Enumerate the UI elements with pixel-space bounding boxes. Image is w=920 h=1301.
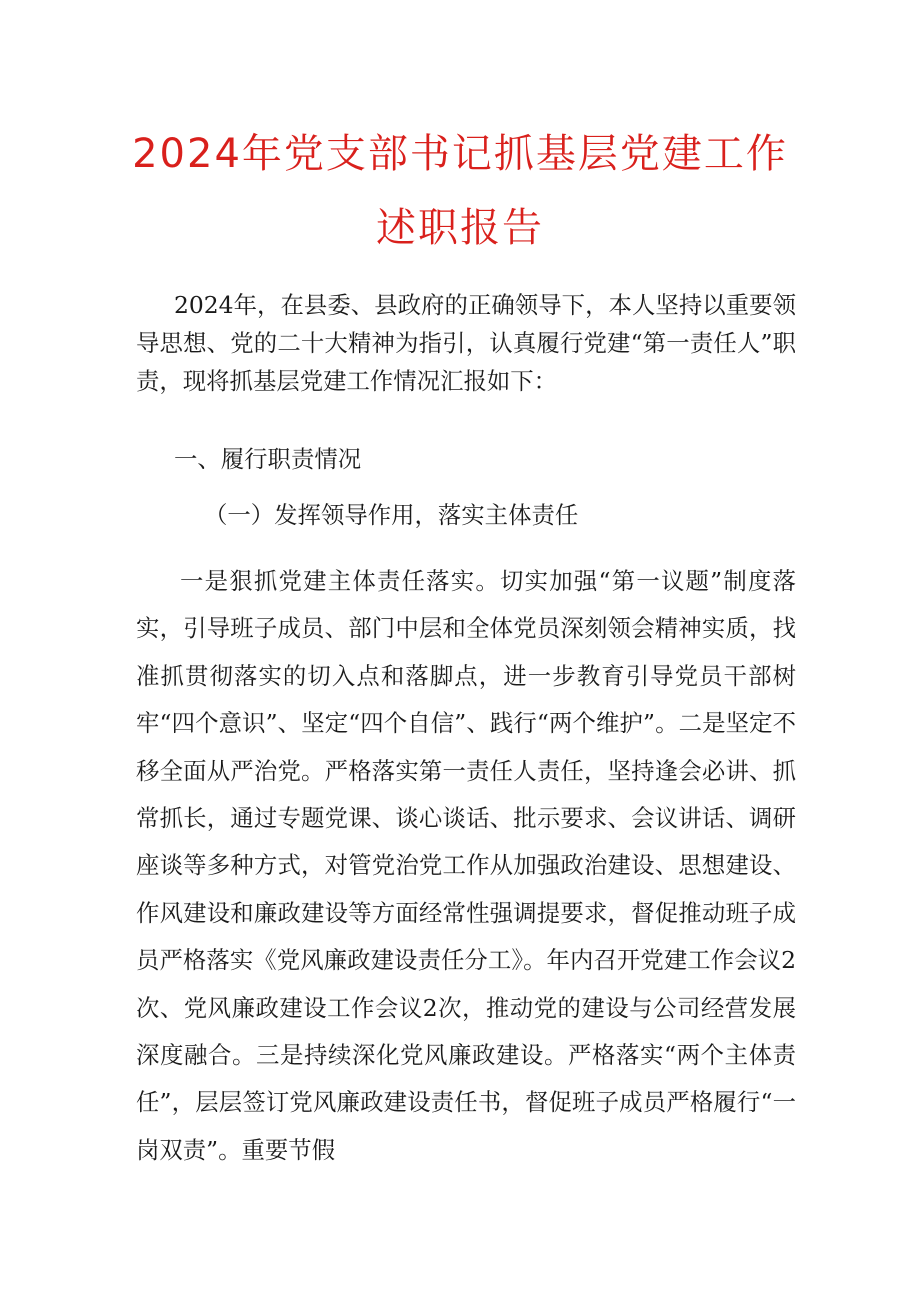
document-title-line-1: 2024年党支部书记抓基层党建工作 bbox=[132, 131, 788, 177]
section-heading: 一、履行职责情况 bbox=[174, 445, 362, 473]
intro-paragraph: 2024年，在县委、县政府的正确领导下，本人坚持以重要领导思想、党的二十大精神为指引，认真履行党建“第一责任人”职责，现将抓基层党建工作情况汇报如下： bbox=[136, 291, 796, 395]
subsection-heading: （一）发挥领导作用，落实主体责任 bbox=[204, 501, 579, 529]
body-paragraph: 一是狠抓党建主体责任落实。切实加强“第一议题”制度落实，引导班子成员、部门中层和全体党员深刻领会精神实质，找准抓贯彻落实的切入点和落脚点，进一步教育引导党员干部树牢“四个意识”、坚定“四个自信”、践行“两个维护”。二是坚定不移全面从严治党。严格落实第一责任人责任，坚持逢会必讲、抓常抓长，通过专题党课、谈心谈话、批示要求、会议讲话、调研座谈等多种方式，对管党治党工作从加强政治建设、思想建设、作风建设和廉政建设等方面经常性强调提要求，督促推动班子成员严格落实《党风廉政建设责任分工》。年内召开党建工作会议2次、党风廉政建设工作会议2次，推动党的建设与公司经营发展深度融合。三是持续深化党风廉政建设。严格落实“两个主体责任”，层层签订党风廉政建设责任书，督促班子成员严格履行“一岗双责”。重要节假 bbox=[136, 567, 796, 1164]
document-title-line-2: 述职报告 bbox=[376, 205, 544, 251]
